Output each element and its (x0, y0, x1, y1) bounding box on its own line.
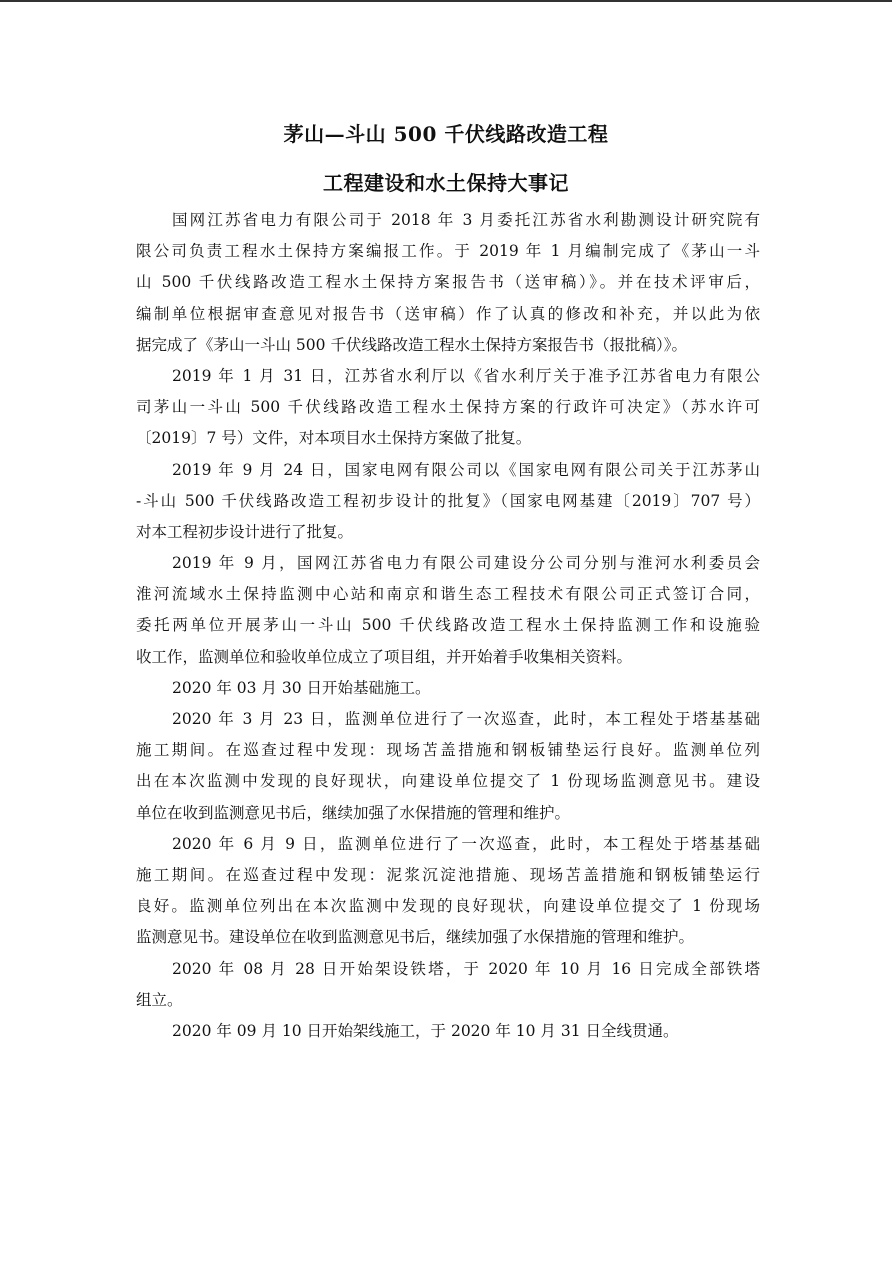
paragraph (136, 548, 760, 673)
paragraph-line: 编制单位根据审查意见对报告书（送审稿）作了认真的修改和补充，并以此为依 (136, 304, 760, 323)
paragraph-line: 对本工程初步设计进行了批复。 (136, 522, 354, 541)
paragraph-line: 施工期间。在巡查过程中发现：泥浆沉淀池措施、现场苫盖措施和钢板铺垫运行 (136, 865, 760, 884)
paragraph-line: 司茅山一斗山 500 千伏线路改造工程水土保持方案的行政许可决定》（苏水许可 (136, 398, 760, 417)
paragraph-line: 良好。监测单位列出在本次监测中发现的良好现状，向建设单位提交了 1 份现场 (136, 897, 760, 916)
paragraph (136, 829, 760, 954)
paragraph (136, 704, 760, 829)
paragraph (136, 954, 760, 1016)
paragraph (136, 455, 760, 549)
paragraph (136, 205, 760, 361)
document-title: 茅山—斗山 500 千伏线路改造工程 (283, 122, 609, 146)
paragraph-line: 2019 年 1 月 31 日，江苏省水利厅以《省水利厅关于准予江苏省电力有限公 (172, 366, 760, 385)
paragraph-line: 施工期间。在巡查过程中发现：现场苫盖措施和钢板铺垫运行良好。监测单位列 (136, 741, 760, 760)
document-subtitle: 工程建设和水土保持大事记 (323, 171, 569, 195)
paragraph-line: 2020 年 6 月 9 日，监测单位进行了一次巡查，此时，本工程处于塔基基础 (172, 834, 760, 853)
paragraph-line: 出在本次监测中发现的良好现状，向建设单位提交了 1 份现场监测意见书。建设 (136, 772, 760, 791)
paragraph-line: 限公司负责工程水土保持方案编报工作。于 2019 年 1 月编制完成了《茅山一斗 (136, 242, 760, 261)
page-top-border (0, 0, 892, 2)
paragraph-line: 据完成了《茅山一斗山 500 千伏线路改造工程水土保持方案报告书（报批稿）》。 (136, 335, 687, 354)
document-body (136, 205, 760, 1047)
paragraph-line: 监测意见书。建设单位在收到监测意见书后，继续加强了水保措施的管理和维护。 (136, 928, 695, 947)
paragraph-line: 2020 年 09 月 10 日开始架线施工，于 2020 年 10 月 31 日全线贯通。 (172, 1021, 679, 1040)
paragraph-line: 2019 年 9 月，国网江苏省电力有限公司建设分公司分别与淮河水利委员会 (172, 554, 760, 573)
paragraph-line: 组立。 (136, 990, 183, 1009)
paragraph-line: -斗山 500 千伏线路改造工程初步设计的批复》（国家电网基建〔2019〕707 号） (136, 491, 760, 510)
paragraph-line: 委托两单位开展茅山一斗山 500 千伏线路改造工程水土保持监测工作和设施验 (136, 616, 760, 635)
paragraph-line: 〔2019〕7 号）文件，对本项目水土保持方案做了批复。 (136, 429, 532, 448)
paragraph-line: 2020 年 03 月 30 日开始基础施工。 (172, 678, 431, 697)
paragraph-line: 2020 年 3 月 23 日，监测单位进行了一次巡查，此时，本工程处于塔基基础 (172, 710, 760, 728)
paragraph (136, 361, 760, 455)
paragraph-line: 单位在收到监测意见书后，继续加强了水保措施的管理和维护。 (136, 803, 571, 822)
paragraph-line: 国网江苏省电力有限公司于 2018 年 3 月委托江苏省水利勘测设计研究院有 (172, 211, 760, 229)
paragraph-line: 山 500 千伏线路改造工程水土保持方案报告书（送审稿）》。并在技术评审后， (136, 273, 760, 292)
paragraph (136, 673, 760, 704)
paragraph-line: 2019 年 9 月 24 日，国家电网有限公司以《国家电网有限公司关于江苏茅山 (172, 460, 760, 479)
paragraph (136, 1016, 760, 1047)
paragraph-line: 收工作，监测单位和验收单位成立了项目组，并开始着手收集相关资料。 (136, 647, 633, 666)
paragraph-line: 2020 年 08 月 28 日开始架设铁塔，于 2020 年 10 月 16 日完成全部铁塔 (172, 959, 760, 978)
paragraph-line: 淮河流域水土保持监测中心站和南京和谐生态工程技术有限公司正式签订合同， (136, 585, 760, 604)
